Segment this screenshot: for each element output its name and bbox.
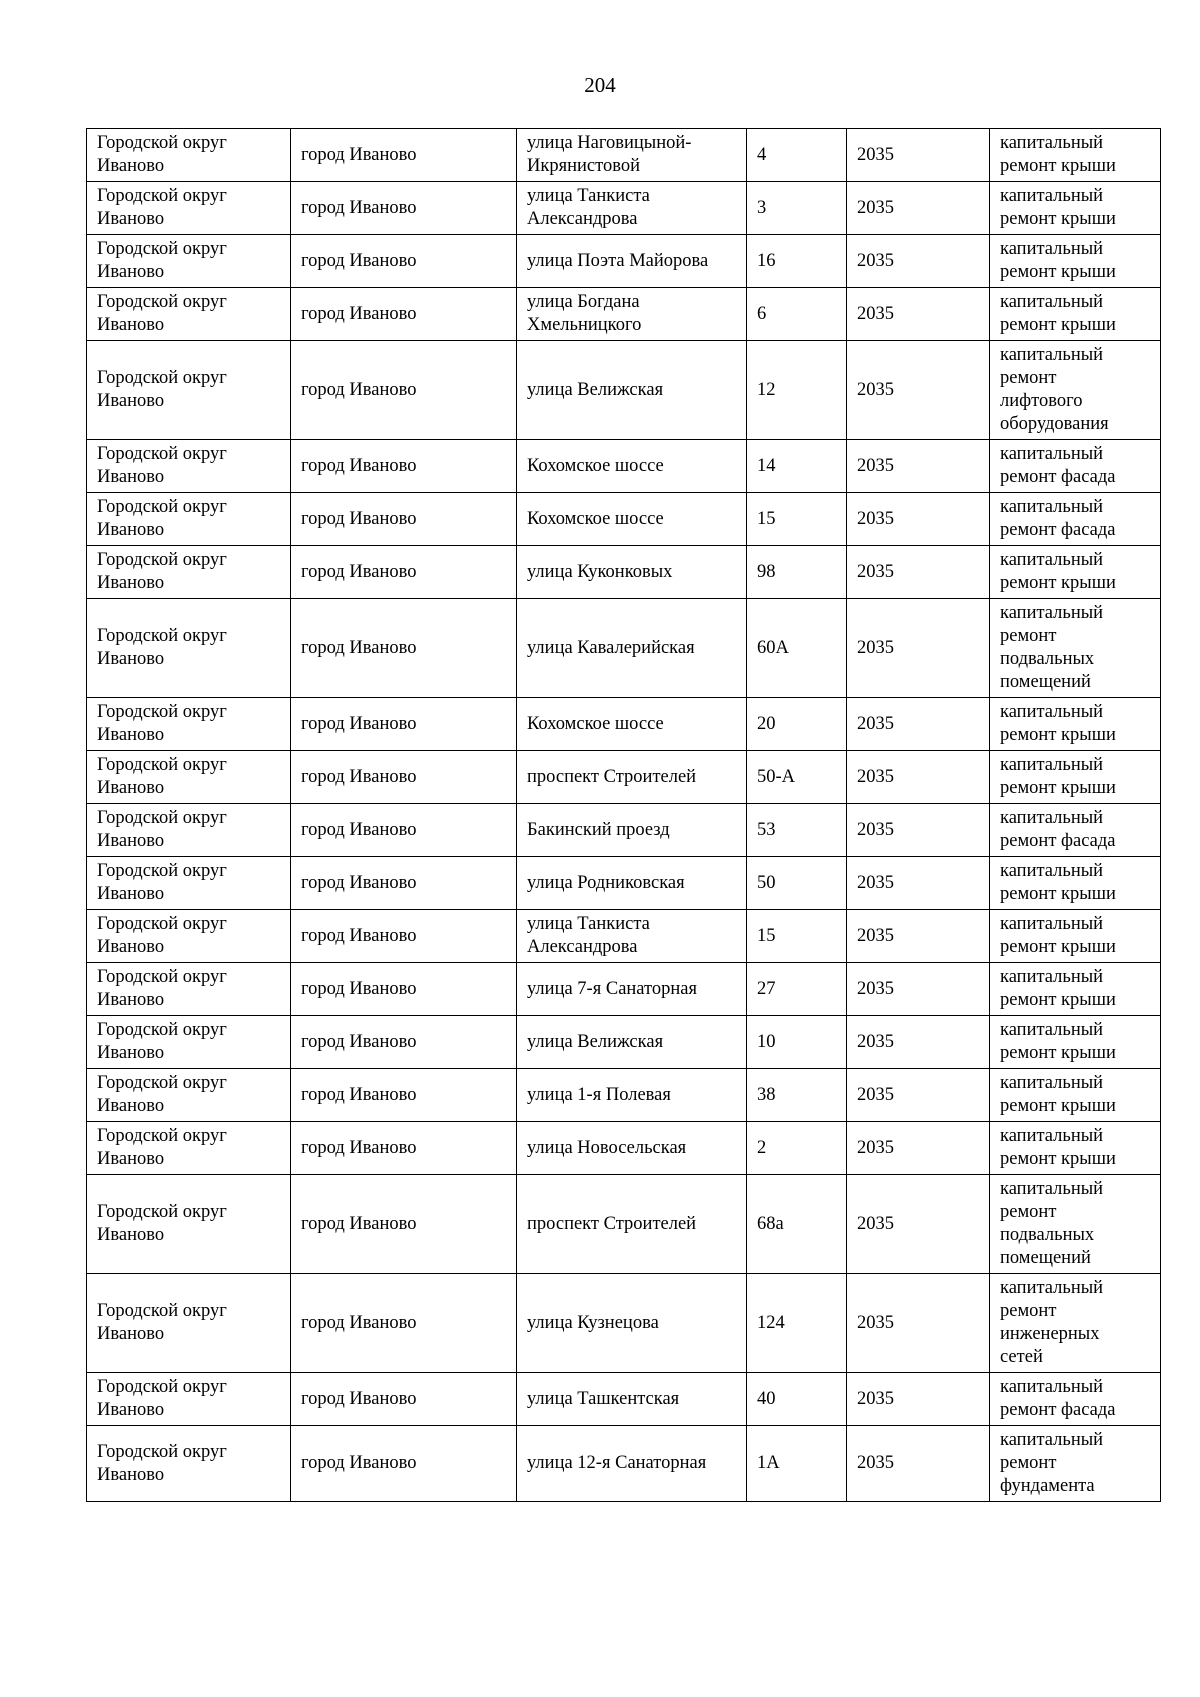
settlement-cell: город Иваново [291,341,517,440]
settlement-cell: город Иваново [291,698,517,751]
planned-year-cell: 2035 [847,1373,990,1426]
street-cell: проспект Строителей [517,1175,747,1274]
settlement-cell: город Иваново [291,910,517,963]
municipal-district-cell: Городской округ Иваново [87,129,291,182]
street-cell: Кохомское шоссе [517,698,747,751]
settlement-cell: город Иваново [291,857,517,910]
municipal-district-cell: Городской округ Иваново [87,493,291,546]
house-number-cell: 40 [747,1373,847,1426]
table-row [87,857,1161,910]
street-cell: улица Новосельская [517,1122,747,1175]
municipal-district-cell: Городской округ Иваново [87,1274,291,1373]
street-cell: улица Поэта Майорова [517,235,747,288]
house-number-cell: 50 [747,857,847,910]
street-cell: Бакинский проезд [517,804,747,857]
planned-year-cell: 2035 [847,493,990,546]
repair-type-cell: капитальный ремонт крыши [990,910,1161,963]
house-number-cell: 1А [747,1426,847,1502]
settlement-cell: город Иваново [291,804,517,857]
repair-type-cell: капитальный ремонт инженерных сетей [990,1274,1161,1373]
municipal-district-cell: Городской округ Иваново [87,599,291,698]
table-row [87,698,1161,751]
house-number-cell: 50-А [747,751,847,804]
table-row [87,804,1161,857]
repair-type-cell: капитальный ремонт крыши [990,235,1161,288]
street-cell: улица 7-я Санаторная [517,963,747,1016]
settlement-cell: город Иваново [291,1016,517,1069]
street-cell: улица Куконковых [517,546,747,599]
table-row [87,1069,1161,1122]
house-number-cell: 15 [747,493,847,546]
repair-type-cell: капитальный ремонт крыши [990,1069,1161,1122]
municipal-district-cell: Городской округ Иваново [87,341,291,440]
house-number-cell: 12 [747,341,847,440]
table-row [87,1426,1161,1502]
repair-type-cell: капитальный ремонт фасада [990,804,1161,857]
table-row [87,493,1161,546]
table-row [87,751,1161,804]
repair-type-cell: капитальный ремонт крыши [990,698,1161,751]
repair-type-cell: капитальный ремонт крыши [990,129,1161,182]
municipal-district-cell: Городской округ Иваново [87,910,291,963]
street-cell: улица Велижская [517,1016,747,1069]
table-row [87,1016,1161,1069]
municipal-district-cell: Городской округ Иваново [87,751,291,804]
repair-type-cell: капитальный ремонт крыши [990,963,1161,1016]
house-number-cell: 10 [747,1016,847,1069]
planned-year-cell: 2035 [847,288,990,341]
repair-type-cell: капитальный ремонт крыши [990,1122,1161,1175]
house-number-cell: 38 [747,1069,847,1122]
street-cell: улица Велижская [517,341,747,440]
planned-year-cell: 2035 [847,440,990,493]
house-number-cell: 27 [747,963,847,1016]
table-row [87,341,1161,440]
street-cell: Кохомское шоссе [517,493,747,546]
table-row [87,1122,1161,1175]
repair-type-cell: капитальный ремонт фасада [990,440,1161,493]
planned-year-cell: 2035 [847,1274,990,1373]
municipal-district-cell: Городской округ Иваново [87,1426,291,1502]
table-row [87,963,1161,1016]
settlement-cell: город Иваново [291,1426,517,1502]
planned-year-cell: 2035 [847,129,990,182]
settlement-cell: город Иваново [291,963,517,1016]
municipal-district-cell: Городской округ Иваново [87,235,291,288]
planned-year-cell: 2035 [847,1016,990,1069]
table-row [87,1373,1161,1426]
street-cell: улица Танкиста Александрова [517,182,747,235]
house-number-cell: 3 [747,182,847,235]
table-row [87,182,1161,235]
street-cell: улица Ташкентская [517,1373,747,1426]
repair-type-cell: капитальный ремонт подвальных помещений [990,1175,1161,1274]
house-number-cell: 14 [747,440,847,493]
planned-year-cell: 2035 [847,546,990,599]
street-cell: улица 1-я Полевая [517,1069,747,1122]
street-cell: улица 12-я Санаторная [517,1426,747,1502]
street-cell: улица Родниковская [517,857,747,910]
planned-year-cell: 2035 [847,857,990,910]
table-body [87,129,1161,1502]
repair-schedule-table [86,128,1161,1502]
page-number: 204 [584,73,616,97]
settlement-cell: город Иваново [291,1175,517,1274]
settlement-cell: город Иваново [291,599,517,698]
repair-type-cell: капитальный ремонт крыши [990,1016,1161,1069]
repair-type-cell: капитальный ремонт крыши [990,751,1161,804]
settlement-cell: город Иваново [291,1069,517,1122]
planned-year-cell: 2035 [847,1069,990,1122]
repair-type-cell: капитальный ремонт крыши [990,182,1161,235]
planned-year-cell: 2035 [847,963,990,1016]
planned-year-cell: 2035 [847,751,990,804]
planned-year-cell: 2035 [847,599,990,698]
repair-type-cell: капитальный ремонт подвальных помещений [990,599,1161,698]
municipal-district-cell: Городской округ Иваново [87,804,291,857]
house-number-cell: 4 [747,129,847,182]
municipal-district-cell: Городской округ Иваново [87,440,291,493]
settlement-cell: город Иваново [291,182,517,235]
table-row [87,288,1161,341]
table-row [87,1175,1161,1274]
street-cell: проспект Строителей [517,751,747,804]
repair-type-cell: капитальный ремонт фундамента [990,1426,1161,1502]
house-number-cell: 98 [747,546,847,599]
municipal-district-cell: Городской округ Иваново [87,1122,291,1175]
house-number-cell: 6 [747,288,847,341]
municipal-district-cell: Городской округ Иваново [87,288,291,341]
settlement-cell: город Иваново [291,1274,517,1373]
settlement-cell: город Иваново [291,546,517,599]
settlement-cell: город Иваново [291,1373,517,1426]
municipal-district-cell: Городской округ Иваново [87,546,291,599]
table-row [87,129,1161,182]
table-row [87,546,1161,599]
street-cell: улица Наговицыной- Икрянистовой [517,129,747,182]
planned-year-cell: 2035 [847,698,990,751]
house-number-cell: 68а [747,1175,847,1274]
planned-year-cell: 2035 [847,910,990,963]
planned-year-cell: 2035 [847,341,990,440]
house-number-cell: 124 [747,1274,847,1373]
settlement-cell: город Иваново [291,288,517,341]
municipal-district-cell: Городской округ Иваново [87,1069,291,1122]
house-number-cell: 20 [747,698,847,751]
planned-year-cell: 2035 [847,1175,990,1274]
repair-type-cell: капитальный ремонт фасада [990,1373,1161,1426]
table-row [87,235,1161,288]
house-number-cell: 53 [747,804,847,857]
municipal-district-cell: Городской округ Иваново [87,857,291,910]
settlement-cell: город Иваново [291,129,517,182]
house-number-cell: 16 [747,235,847,288]
house-number-cell: 15 [747,910,847,963]
planned-year-cell: 2035 [847,1122,990,1175]
repair-type-cell: капитальный ремонт крыши [990,546,1161,599]
repair-type-cell: капитальный ремонт крыши [990,857,1161,910]
municipal-district-cell: Городской округ Иваново [87,1373,291,1426]
planned-year-cell: 2035 [847,1426,990,1502]
planned-year-cell: 2035 [847,182,990,235]
settlement-cell: город Иваново [291,235,517,288]
table-row [87,1274,1161,1373]
municipal-district-cell: Городской округ Иваново [87,1175,291,1274]
street-cell: улица Кузнецова [517,1274,747,1373]
table-row [87,910,1161,963]
street-cell: улица Кавалерийская [517,599,747,698]
municipal-district-cell: Городской округ Иваново [87,182,291,235]
settlement-cell: город Иваново [291,1122,517,1175]
municipal-district-cell: Городской округ Иваново [87,698,291,751]
street-cell: улица Богдана Хмельницкого [517,288,747,341]
house-number-cell: 60А [747,599,847,698]
street-cell: Кохомское шоссе [517,440,747,493]
settlement-cell: город Иваново [291,440,517,493]
repair-type-cell: капитальный ремонт крыши [990,288,1161,341]
house-number-cell: 2 [747,1122,847,1175]
repair-type-cell: капитальный ремонт лифтового оборудования [990,341,1161,440]
settlement-cell: город Иваново [291,493,517,546]
table-row [87,599,1161,698]
municipal-district-cell: Городской округ Иваново [87,1016,291,1069]
planned-year-cell: 2035 [847,235,990,288]
planned-year-cell: 2035 [847,804,990,857]
table-row [87,440,1161,493]
street-cell: улица Танкиста Александрова [517,910,747,963]
municipal-district-cell: Городской округ Иваново [87,963,291,1016]
settlement-cell: город Иваново [291,751,517,804]
repair-type-cell: капитальный ремонт фасада [990,493,1161,546]
